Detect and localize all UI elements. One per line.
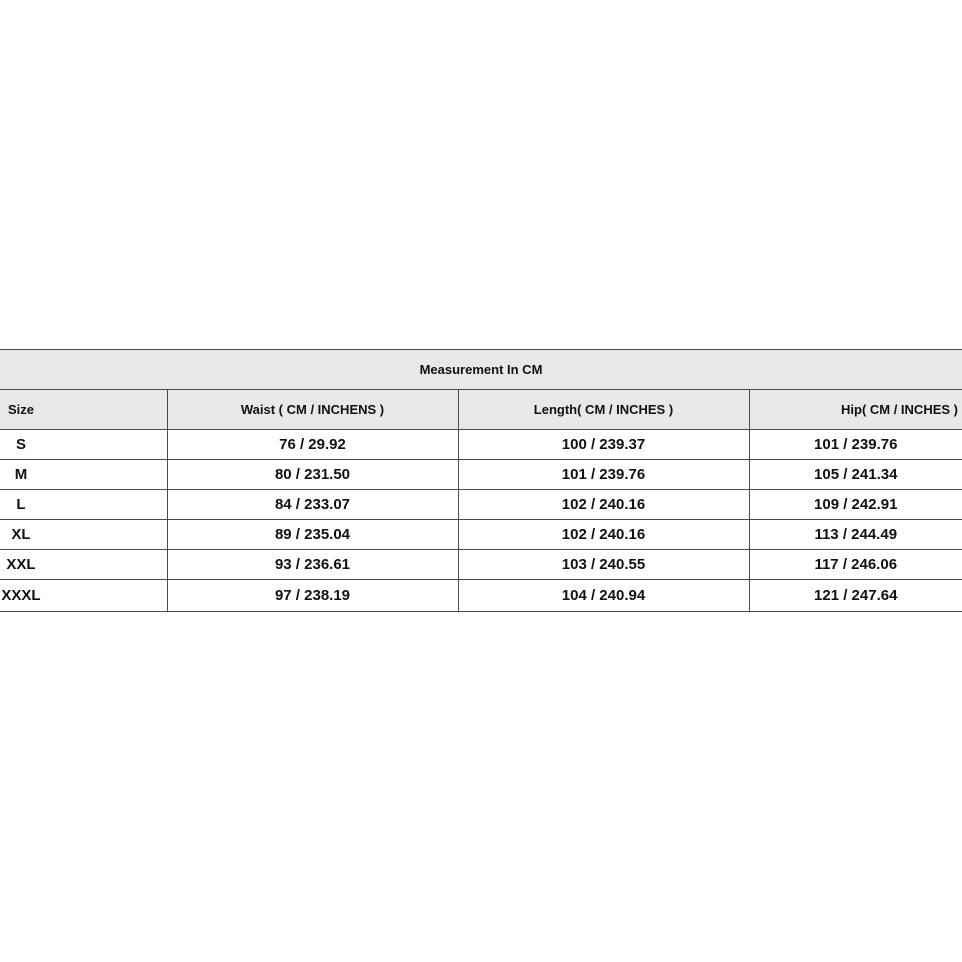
size-chart-table xyxy=(0,349,962,612)
table-row xyxy=(0,520,962,550)
cell-length: 103 / 240.55 xyxy=(458,550,749,580)
cell-hip: 109 / 242.91 xyxy=(749,490,962,520)
table-row xyxy=(0,430,962,460)
cell-waist: 89 / 235.04 xyxy=(167,520,458,550)
cell-length: 100 / 239.37 xyxy=(458,430,749,460)
cell-hip: 101 / 239.76 xyxy=(749,430,962,460)
size-label: M xyxy=(14,466,28,483)
size-label: XXXL xyxy=(1,587,41,604)
table-title: Measurement In CM xyxy=(0,350,962,390)
cell-waist: 80 / 231.50 xyxy=(167,460,458,490)
cell-waist: 97 / 238.19 xyxy=(167,580,458,612)
table-row xyxy=(0,550,962,580)
cell-hip: 121 / 247.64 xyxy=(749,580,962,612)
cell-size xyxy=(0,520,167,550)
cell-size xyxy=(0,550,167,580)
header-waist: Waist ( CM / INCHENS ) xyxy=(167,390,458,430)
header-hip: Hip( CM / INCHES ) xyxy=(749,390,962,430)
size-label: S xyxy=(15,436,26,453)
table-header-row xyxy=(0,390,962,430)
cell-length: 104 / 240.94 xyxy=(458,580,749,612)
cell-size xyxy=(0,580,167,612)
cell-hip: 113 / 244.49 xyxy=(749,520,962,550)
table-row xyxy=(0,490,962,520)
size-label: XXL xyxy=(6,556,36,573)
cell-waist: 76 / 29.92 xyxy=(167,430,458,460)
cell-length: 102 / 240.16 xyxy=(458,490,749,520)
size-label: XL xyxy=(11,526,31,543)
cell-hip: 105 / 241.34 xyxy=(749,460,962,490)
header-size: Size xyxy=(0,390,167,430)
table-title-row xyxy=(0,350,962,390)
header-length: Length( CM / INCHES ) xyxy=(458,390,749,430)
cell-size xyxy=(0,460,167,490)
cell-hip: 117 / 246.06 xyxy=(749,550,962,580)
cell-waist: 84 / 233.07 xyxy=(167,490,458,520)
table-row xyxy=(0,460,962,490)
table-row xyxy=(0,580,962,612)
cell-size xyxy=(0,490,167,520)
cell-size xyxy=(0,430,167,460)
cell-length: 101 / 239.76 xyxy=(458,460,749,490)
size-label: L xyxy=(16,496,26,513)
cell-length: 102 / 240.16 xyxy=(458,520,749,550)
cell-waist: 93 / 236.61 xyxy=(167,550,458,580)
